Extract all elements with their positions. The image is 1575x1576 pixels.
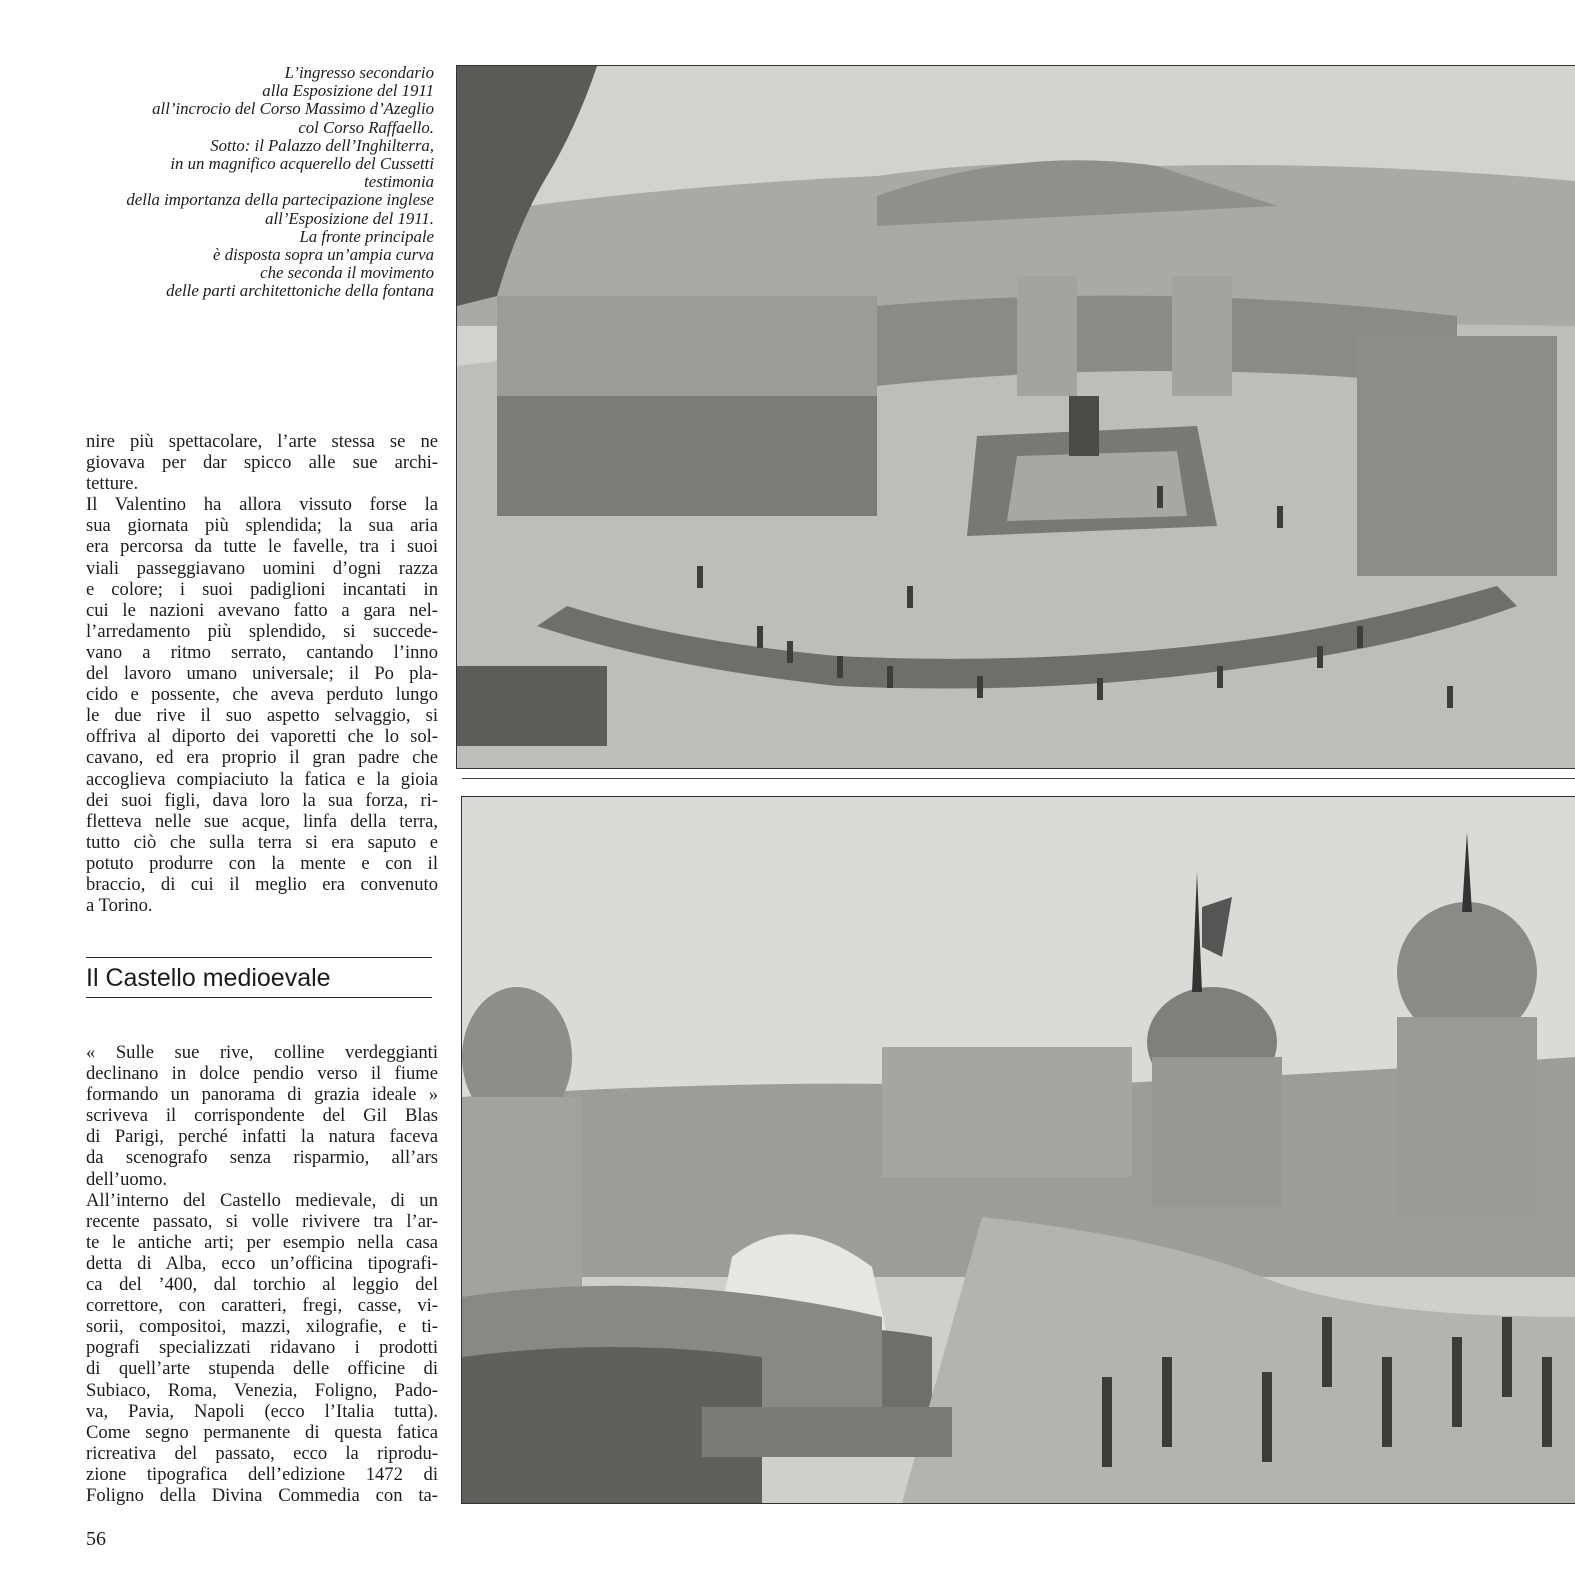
caption-line: col Corso Raffaello. (298, 117, 434, 137)
text-line: sua giornata più splendida; la sua aria (86, 515, 438, 537)
heading-rule-top (86, 957, 432, 958)
text-line: e colore; i suoi padiglioni incantati in (86, 578, 438, 600)
text-line: declinano in dolce pendio verso il fiume (86, 1063, 438, 1085)
caption-line: delle parti architettoniche della fontana (166, 281, 434, 301)
image-caption (92, 64, 434, 301)
text-line: Il Valentino ha allora vissuto forse la (86, 494, 438, 516)
text-line: cido e possente, che aveva perduto lungo (86, 684, 438, 706)
caption-line: L’ingresso secondario (284, 63, 434, 82)
text-line: le due rive il suo aspetto selvaggio, si (86, 705, 438, 727)
body-text-bottom (86, 1042, 438, 1506)
text-line: fletteva nelle sue acque, linfa della terra, (86, 810, 438, 832)
text-line: Come segno permanente di questa fatica (86, 1421, 438, 1443)
plate-separator (462, 778, 1575, 779)
caption-line: alla Esposizione del 1911 (262, 81, 434, 101)
heading-rule-bottom (86, 997, 432, 998)
text-line: zione tipografica dell’edizione 1472 di (86, 1463, 438, 1485)
text-line: tetture. (86, 473, 139, 495)
text-line: dei suoi figli, dava loro la sua forza, ri- (86, 789, 438, 811)
text-line: detta di Alba, ecco un’officina tipografi- (86, 1252, 438, 1274)
text-line: pografi specializzati ridavano i prodotti (86, 1337, 438, 1359)
caption-line: della importanza della partecipazione inglese (126, 190, 434, 210)
text-line: formando un panorama di grazia ideale » (86, 1084, 438, 1106)
text-line: giovava per dar spicco alle sue archi- (86, 452, 438, 474)
text-line: « Sulle sue rive, colline verdeggianti (86, 1042, 438, 1063)
text-line: tutto ciò che sulla terra si era saputo e (86, 831, 438, 853)
text-line: accoglieva compiaciuto la fatica e la gioia (86, 768, 438, 790)
caption-line: testimonia (364, 172, 434, 192)
text-line: All’interno del Castello medievale, di un (86, 1189, 438, 1211)
caption-line: che seconda il movimento (260, 263, 434, 283)
text-line: dell’uomo. (86, 1168, 168, 1190)
text-line: va, Pavia, Napoli (ecco l’Italia tutta). (86, 1400, 438, 1422)
text-line: offriva al diporto dei vaporetti che lo sol- (86, 726, 438, 748)
palazzo-inghilterra-drawing (462, 797, 1575, 1503)
text-line: era percorsa da tutte le favelle, tra i suoi (86, 536, 438, 558)
text-line: a Torino. (86, 895, 153, 917)
text-line: scriveva il corrispondente del Gil Blas (86, 1105, 438, 1127)
text-line: te le antiche arti; per esempio nella casa (86, 1231, 438, 1253)
text-line: recente passato, si volle rivivere tra l’ar- (86, 1210, 438, 1232)
caption-line: all’Esposizione del 1911. (265, 208, 434, 228)
text-line: sorii, compositoi, mazzi, xilografie, e ti- (86, 1316, 438, 1338)
text-line: correttore, con caratteri, fregi, casse, vi- (86, 1295, 438, 1317)
text-line: ca del ’400, dal torchio al leggio del (86, 1274, 438, 1296)
page-number: 56 (86, 1528, 106, 1550)
text-line: nire più spettacolare, l’arte stessa se ne (86, 431, 438, 452)
caption-line: in un magnifico acquerello del Cussetti (170, 154, 434, 174)
text-line: di quell’arte stupenda delle officine di (86, 1358, 438, 1380)
text-line: da scenografo senza risparmio, all’ars (86, 1147, 438, 1169)
body-text-top (86, 431, 438, 916)
caption-line: Sotto: il Palazzo dell’Inghilterra, (210, 135, 434, 155)
caption-line: è disposta sopra un’ampia curva (213, 245, 434, 265)
text-line: l’arredamento più splendido, si succede- (86, 620, 438, 642)
text-line: braccio, di cui il meglio era convenuto (86, 873, 438, 895)
exhibition-square-drawing (457, 66, 1575, 768)
text-line: potuto produrre con la mente e con il (86, 852, 438, 874)
text-line: cavano, ed era proprio il gran padre che (86, 747, 438, 769)
text-line: di Parigi, perché infatti la natura faceva (86, 1126, 438, 1148)
text-line: Foligno della Divina Commedia con ta- (86, 1484, 438, 1506)
section-heading: Il Castello medioevale (86, 964, 331, 992)
text-line: cui le nazioni avevano fatto a gara nel- (86, 599, 438, 621)
text-line: Subiaco, Roma, Venezia, Foligno, Pado- (86, 1379, 438, 1401)
text-line: ricreativa del passato, ecco la riprodu- (86, 1442, 438, 1464)
text-line: vano a ritmo serrato, cantando l’inno (86, 641, 438, 663)
palazzo-inghilterra-illustration (462, 797, 1575, 1503)
text-line: del lavoro umano universale; il Po pla- (86, 663, 438, 685)
caption-line: La fronte principale (299, 226, 434, 246)
caption-line: all’incrocio del Corso Massimo d’Azeglio (152, 99, 434, 119)
exhibition-square-illustration (457, 66, 1575, 768)
text-line: viali passeggiavano uomini d’ogni razza (86, 557, 438, 579)
